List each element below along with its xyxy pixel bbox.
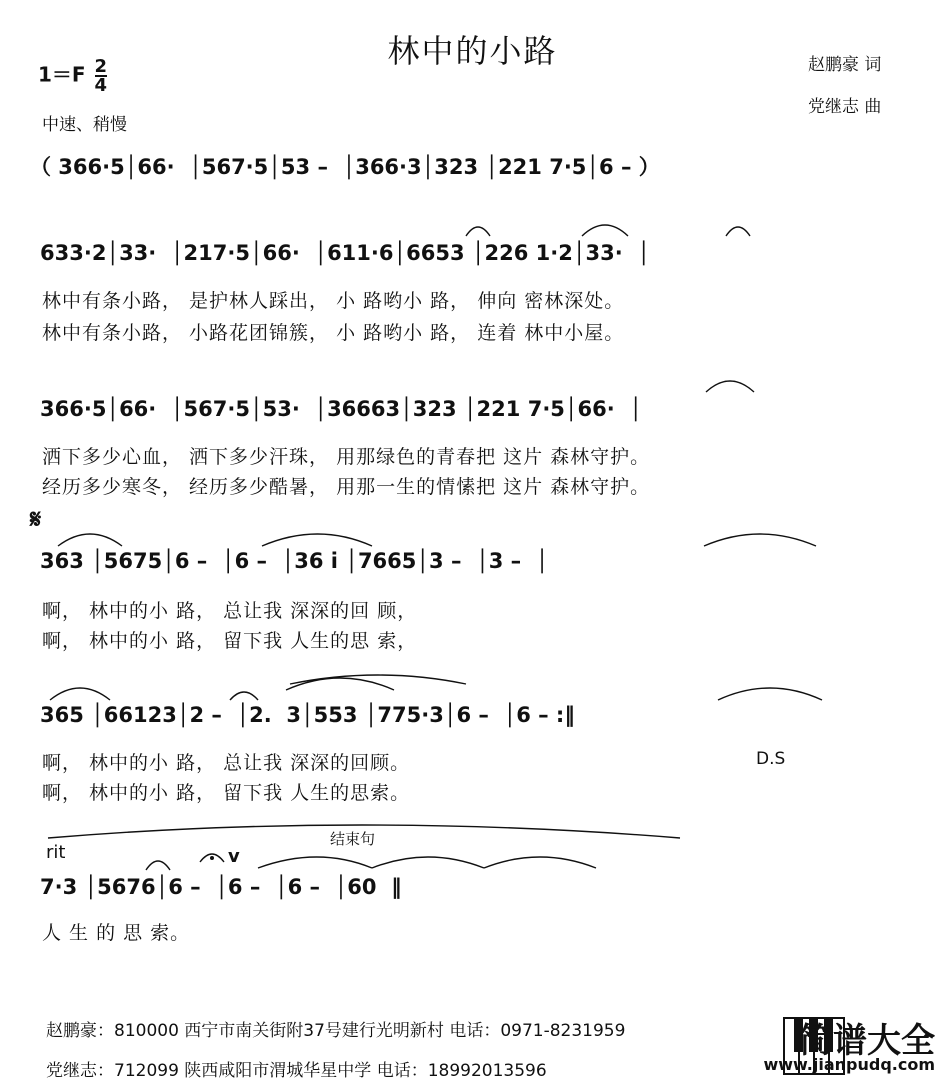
- logo-url: www.jianpudq.com: [763, 1055, 935, 1074]
- slur: [706, 381, 754, 392]
- site-logo: [763, 1009, 941, 1081]
- slur: [484, 857, 596, 868]
- lyrics-row-4-verse-1: 啊， 林中的小 路， 总让我 深深的回 顾，: [42, 600, 418, 622]
- lyrics-row-2-verse-1: 林中有条小路， 是护林人踩出， 小 路哟小 路， 伸向 密林深处。: [42, 290, 625, 312]
- time-top: 2: [94, 56, 108, 77]
- notes-row-3: 366·5│66· │567·5│53· │36663│323 │221 7·5│66· │: [40, 397, 643, 421]
- footer-line-2: 党继志：712099 陕西咸阳市渭城华星中学 电话：18992013596: [46, 1061, 547, 1081]
- slur: [372, 857, 484, 868]
- slur: [48, 825, 680, 838]
- notes-row-4: 363 │5675│6 – │6 – │36 i │7665│3 – │3 – │: [40, 549, 549, 573]
- slur: [290, 675, 466, 684]
- slur: [286, 678, 394, 690]
- lyrics-row-3-verse-1: 洒下多少心血， 洒下多少汗珠， 用那绿色的青春把 这片 森林守护。: [42, 446, 651, 468]
- slur: [50, 688, 110, 700]
- notes-row-2: 633·2│33· │217·5│66· │611·6│6653 │226 1·2│33· │: [40, 241, 650, 265]
- slur: [258, 857, 372, 868]
- lyrics-row-3-verse-2: 经历多少寒冬， 经历多少酷暑， 用那一生的情愫把 这片 森林守护。: [42, 476, 651, 498]
- slur: [262, 534, 372, 546]
- composer-credit: 党继志 曲: [808, 97, 882, 117]
- lyrics-row-6: 人 生 的 思 索。: [42, 922, 191, 944]
- segno-sign: 𝄋: [30, 505, 42, 535]
- lyrics-row-5-verse-1: 啊， 林中的小 路， 总让我 深深的回顾。: [42, 752, 411, 774]
- slur: [146, 861, 170, 870]
- fermata-dot: [210, 856, 214, 860]
- footer-line-1: 赵鹏豪：810000 西宁市南关街附37号建行光明新村 电话：0971-8231959: [46, 1021, 626, 1041]
- lyrics-row-2-verse-2: 林中有条小路， 小路花团锦簇， 小 路哟小 路， 连着 林中小屋。: [42, 322, 625, 344]
- slur: [466, 227, 490, 236]
- slur: [230, 692, 258, 700]
- notes-row-6: 7·3 │5676│6 – │6 – │6 – │60 ‖: [40, 875, 402, 899]
- time-bottom: 4: [94, 75, 108, 96]
- logo-text: 简谱大全: [799, 1021, 935, 1061]
- rit-marking: rit: [46, 842, 66, 863]
- slur: [704, 534, 816, 546]
- notes-row-5: 365 │66123│2 – │2. 3│553 │775·3│6 – │6 – :‖: [40, 703, 575, 727]
- slur: [718, 688, 822, 700]
- tempo-marking: 中速、稍慢: [42, 115, 127, 135]
- breath-mark: v: [228, 846, 240, 867]
- lyrics-row-4-verse-2: 啊， 林中的小 路， 留下我 人生的思 索，: [42, 630, 418, 652]
- notes-row-1: （ 366·5│66· │567·5│53 – │366·3│323 │221 7·5│6 – ）: [30, 155, 660, 179]
- page-title: 林中的小路: [387, 32, 558, 70]
- slur: [582, 225, 628, 236]
- slur: [58, 534, 122, 546]
- ds-marking: D.S: [756, 749, 786, 769]
- key-label: 1＝F: [38, 62, 86, 87]
- ending-label: 结束句: [330, 830, 376, 848]
- lyricist-credit: 赵鹏豪 词: [808, 55, 882, 75]
- slur: [726, 227, 750, 236]
- lyrics-row-5-verse-2: 啊， 林中的小 路， 留下我 人生的思索。: [42, 782, 411, 804]
